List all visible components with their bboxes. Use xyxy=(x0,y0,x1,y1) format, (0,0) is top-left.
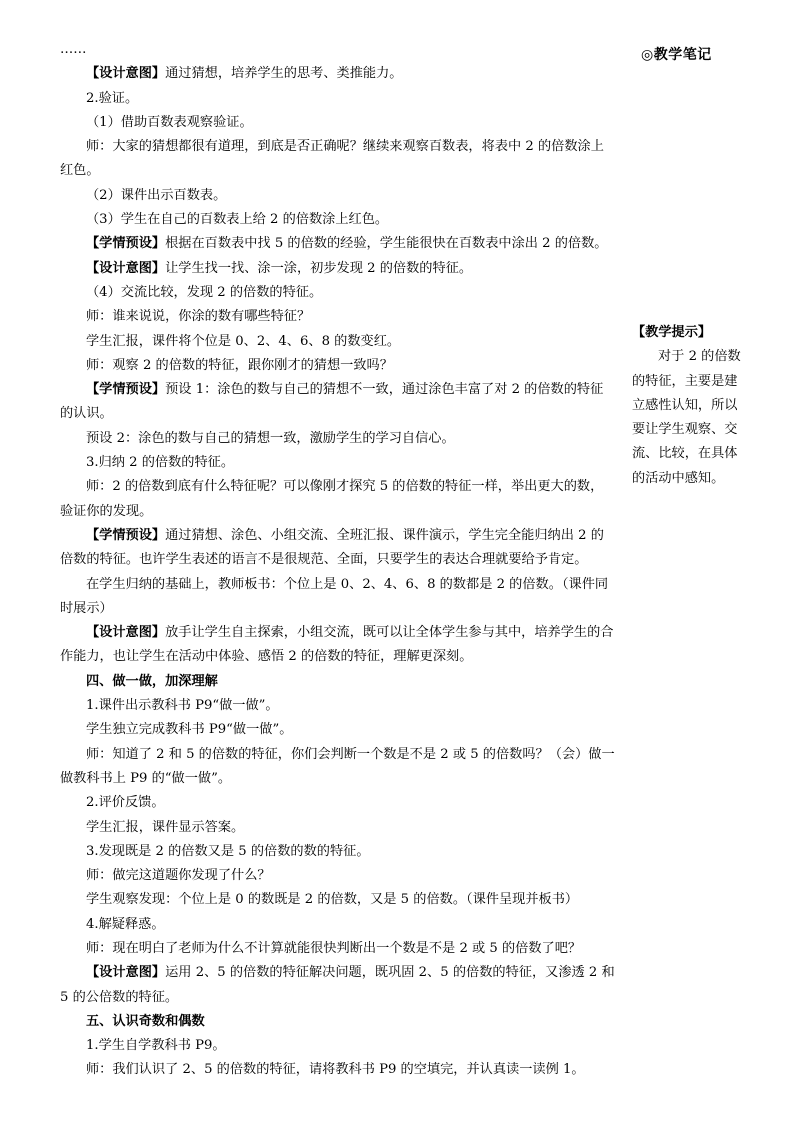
bold-label: 四、做一做，加深理解 xyxy=(86,673,218,689)
teaching-tip-title: 【教学提示】 xyxy=(632,325,712,340)
paragraph xyxy=(60,864,616,888)
paragraph xyxy=(60,378,616,427)
text-run: 在学生归纳的基础上，教师板书：个位上是 0、2、4、6、8 的数都是 2 的倍数。（课件同时展示） xyxy=(60,576,609,616)
text-run: 预设 1：涂色的数与自己的猜想不一致，通过涂色丰富了对 2 的倍数的特征的认识。 xyxy=(60,382,604,422)
paragraph xyxy=(60,573,616,622)
paragraph xyxy=(60,38,616,62)
paragraph xyxy=(60,816,616,840)
text-run: 通过猜想，培养学生的思考、类推能力。 xyxy=(165,66,403,82)
text-run: 通过猜想、涂色、小组交流、全班汇报、课件演示，学生完全能归纳出 2 的倍数的特征。也许学生表述的语言不是很规范、全面，只要学生的表达合理就要给予肯定。 xyxy=(60,527,604,568)
paragraph xyxy=(60,913,616,937)
paragraph xyxy=(60,451,616,475)
text-run: 师：做完这道题你发现了什么？ xyxy=(86,868,271,884)
paragraph xyxy=(60,791,616,815)
text-run: （4）交流比较，发现 2 的倍数的特征。 xyxy=(86,284,323,300)
text-run: 根据在百数表中找 5 的倍数的经验，学生能很快在百数表中涂出 2 的倍数。 xyxy=(165,236,608,252)
paragraph xyxy=(60,62,616,86)
text-run: 师：观察 2 的倍数的特征，跟你刚才的猜想一致吗？ xyxy=(86,357,393,373)
bold-label: 五、认识奇数和偶数 xyxy=(86,1013,205,1029)
text-run: 1.学生自学教科书 P9。 xyxy=(86,1038,226,1054)
text-run: 学生汇报，课件将个位是 0、2、4、6、8 的数变红。 xyxy=(86,333,401,349)
paragraph xyxy=(60,621,616,670)
paragraph xyxy=(60,184,616,208)
paragraph xyxy=(60,937,616,961)
paragraph xyxy=(60,257,616,281)
paragraph xyxy=(60,208,616,232)
bold-label: 【学情预设】 xyxy=(86,236,166,252)
paragraph xyxy=(60,354,616,378)
paragraph xyxy=(60,111,616,135)
text-run: 师：知道了 2 和 5 的倍数的特征，你们会判断一个数是不是 2 或 5 的倍数吗？（会）做一做教科书上 P9 的“做一做”。 xyxy=(60,746,615,786)
paragraph xyxy=(60,281,616,305)
text-run: 3.发现既是 2 的倍数又是 5 的倍数的数的特征。 xyxy=(86,843,370,859)
text-run: 运用 2、5 的倍数的特征解决问题，既巩固 2、5 的倍数的特征，又渗透 2 和 5 的公倍数的特征。 xyxy=(60,965,615,1005)
paragraph xyxy=(60,743,616,792)
text-run: 师：2 的倍数到底有什么特征呢？可以像刚才探究 5 的倍数的特征一样，举出更大的数，验证你的发现。 xyxy=(60,479,604,519)
notes-header: ◎教学笔记 xyxy=(641,47,712,63)
lesson-body xyxy=(60,38,616,1083)
text-run: 放手让学生自主探索，小组交流，既可以让全体学生参与其中，培养学生的合作能力，也让学生在活动中体验、感悟 2 的倍数的特征，理解更深刻。 xyxy=(60,625,614,665)
bold-label: 【学情预设】 xyxy=(86,527,166,543)
paragraph xyxy=(60,670,616,694)
paragraph xyxy=(60,694,616,718)
paragraph xyxy=(60,87,616,111)
paragraph xyxy=(60,135,616,184)
paragraph xyxy=(60,1010,616,1034)
text-run: 师：大家的猜想都很有道理，到底是否正确呢？继续来观察百数表，将表中 2 的倍数涂上红色。 xyxy=(60,139,604,179)
text-run: 预设 2：涂色的数与自己的猜想一致，激励学生的学习自信心。 xyxy=(86,430,455,446)
text-run: 4.解疑释惑。 xyxy=(86,916,165,932)
text-run: 3.归纳 2 的倍数的特征。 xyxy=(86,455,235,471)
paragraph xyxy=(60,305,616,329)
text-run: …… xyxy=(60,42,87,57)
bold-label: 【设计意图】 xyxy=(86,965,166,981)
teaching-tip-body: 对于 2 的倍数的特征，主要是建立感性认知，所以要让学生观察、交流、比较，在具体的活动中感知。 xyxy=(632,349,741,486)
paragraph xyxy=(60,718,616,742)
paragraph xyxy=(60,524,616,573)
text-run: 学生观察发现：个位上是 0 的数既是 2 的倍数，又是 5 的倍数。（课件呈现并板书） xyxy=(86,892,579,908)
text-run: 2.验证。 xyxy=(86,90,139,106)
text-run: （2）课件出示百数表。 xyxy=(86,187,227,203)
text-run: （3）学生在自己的百数表上给 2 的倍数涂上红色。 xyxy=(86,212,389,228)
text-run: 学生独立完成教科书 P9“做一做”。 xyxy=(86,722,293,738)
paragraph xyxy=(60,330,616,354)
paragraph xyxy=(60,961,616,1010)
paragraph xyxy=(60,427,616,451)
paragraph xyxy=(60,888,616,912)
text-run: 1.课件出示教科书 P9“做一做”。 xyxy=(86,698,279,714)
paragraph xyxy=(60,840,616,864)
text-run: 师：现在明白了老师为什么不计算就能很快判断出一个数是不是 2 或 5 的倍数了吧？ xyxy=(86,940,582,956)
paragraph xyxy=(60,1034,616,1058)
text-run: （1）借助百数表观察验证。 xyxy=(86,114,253,130)
paragraph xyxy=(60,1058,616,1082)
text-run: 学生汇报，课件显示答案。 xyxy=(86,819,245,835)
text-run: 2.评价反馈。 xyxy=(86,795,165,811)
bold-label: 【设计意图】 xyxy=(86,260,166,276)
text-run: 让学生找一找、涂一涂，初步发现 2 的倍数的特征。 xyxy=(165,260,473,276)
text-run: 师：我们认识了 2、5 的倍数的特征，请将教科书 P9 的空填完，并认真读一读例 1。 xyxy=(86,1062,585,1078)
teaching-tip-box xyxy=(632,321,742,491)
text-run: 师：谁来说说，你涂的数有哪些特征？ xyxy=(86,309,311,325)
paragraph xyxy=(60,475,616,524)
bold-label: 【学情预设】 xyxy=(86,382,166,398)
bold-label: 【设计意图】 xyxy=(86,625,166,641)
bold-label: 【设计意图】 xyxy=(86,66,166,82)
paragraph xyxy=(60,232,616,256)
